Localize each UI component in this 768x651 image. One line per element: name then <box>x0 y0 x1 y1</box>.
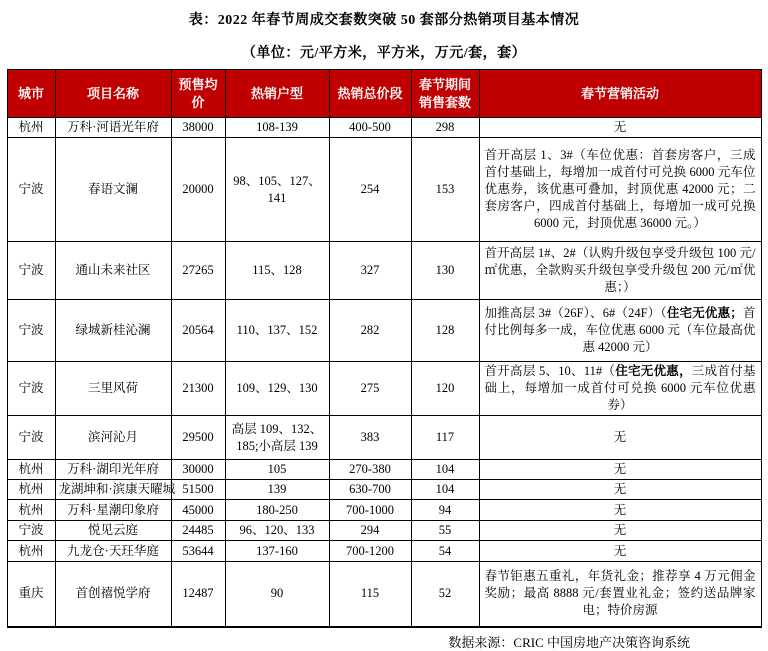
cell-total-price-range: 327 <box>329 242 411 300</box>
cell-units-sold: 94 <box>411 500 479 521</box>
cell-units-sold: 298 <box>411 118 479 138</box>
cell-marketing-activity <box>479 362 761 416</box>
cell-total-price-range: 294 <box>329 521 411 541</box>
cell-presale-price: 29500 <box>171 416 225 460</box>
cell-unit-types: 108-139 <box>225 118 329 138</box>
marketing-text: 首开高层 5、10、11#（ <box>484 364 616 378</box>
cell-units-sold: 104 <box>411 460 479 480</box>
cell-city: 宁波 <box>7 138 55 242</box>
col-header-city: 城市 <box>7 70 55 118</box>
cell-units-sold: 117 <box>411 416 479 460</box>
cell-unit-types: 96、120、133 <box>225 521 329 541</box>
table-title: 表：2022 年春节周成交套数突破 50 套部分热销项目基本情况 <box>188 13 580 28</box>
table-row <box>7 480 761 500</box>
cell-total-price-range: 700-1000 <box>329 500 411 521</box>
cell-total-price-range: 275 <box>329 362 411 416</box>
cell-units-sold: 130 <box>411 242 479 300</box>
cell-project-name: 通山未来社区 <box>55 242 171 300</box>
table-row <box>7 416 761 460</box>
cell-city: 杭州 <box>7 541 55 562</box>
marketing-text: 首开高层 1、3#（车位优惠：首套房客户，三成首付基础上，每增加一成首付可兑换 6000 元车位优惠券，该优惠可叠加，封顶优惠 42000 元；二套房客户，四成首付基础上，每增加一成可兑换 6000 元，封顶优惠 36000 元。） <box>484 148 756 230</box>
cell-presale-price: 20564 <box>171 300 225 362</box>
marketing-text: 无 <box>613 462 627 476</box>
cell-units-sold: 120 <box>411 362 479 416</box>
hot-projects-table <box>7 69 762 628</box>
marketing-text: 三成首付基础上，每增加一成首付可兑换 6000 元车位优惠券） <box>484 364 756 412</box>
marketing-text: 无 <box>613 482 627 496</box>
cell-marketing-activity <box>479 242 761 300</box>
marketing-text-bold: 住宅无优惠， <box>615 364 692 378</box>
cell-presale-price: 20000 <box>171 138 225 242</box>
cell-total-price-range: 270-380 <box>329 460 411 480</box>
cell-project-name: 首创禧悦学府 <box>55 562 171 627</box>
marketing-text: 首付比例每多一成，车位优惠 6000 元（车位最高优惠 42000 元） <box>484 306 756 354</box>
cell-marketing-activity <box>479 300 761 362</box>
cell-marketing-activity <box>479 541 761 562</box>
data-source-note: 数据来源：CRIC 中国房地产决策咨询系统 <box>448 634 690 650</box>
cell-city: 宁波 <box>7 362 55 416</box>
cell-presale-price: 12487 <box>171 562 225 627</box>
cell-unit-types: 90 <box>225 562 329 627</box>
cell-marketing-activity <box>479 138 761 242</box>
marketing-text: 加推高层 3#（26F）、6#（24F）（ <box>484 306 667 320</box>
col-header-festival-marketing: 春节营销活动 <box>479 70 761 118</box>
marketing-text: 无 <box>613 523 627 537</box>
cell-presale-price: 45000 <box>171 500 225 521</box>
table-row <box>7 541 761 562</box>
cell-city: 杭州 <box>7 460 55 480</box>
marketing-text: 无 <box>613 430 627 444</box>
cell-total-price-range: 254 <box>329 138 411 242</box>
cell-presale-price: 38000 <box>171 118 225 138</box>
marketing-text: 无 <box>613 120 627 134</box>
marketing-text: 无 <box>613 543 627 558</box>
cell-total-price-range: 115 <box>329 562 411 627</box>
cell-marketing-activity <box>479 460 761 480</box>
cell-project-name: 春语文澜 <box>55 138 171 242</box>
cell-unit-types: 110、137、152 <box>225 300 329 362</box>
cell-marketing-activity <box>479 416 761 460</box>
marketing-text: 首开高层 1#、2#（认购升级包享受升级包 100 元/㎡优惠，全款购买升级包享受升级包 200 元/㎡优惠；） <box>484 246 756 294</box>
cell-units-sold: 55 <box>411 521 479 541</box>
cell-city: 杭州 <box>7 480 55 500</box>
cell-marketing-activity <box>479 521 761 541</box>
cell-project-name: 九龙仓·天玨华庭 <box>55 541 171 562</box>
cell-total-price-range: 282 <box>329 300 411 362</box>
cell-presale-price: 30000 <box>171 460 225 480</box>
cell-presale-price: 53644 <box>171 541 225 562</box>
marketing-text: 春节钜惠五重礼，年货礼金；推荐享 4 万元佣金奖励；最高 8888 元/套置业礼金；签约送品牌家电；特价房源 <box>484 569 756 618</box>
cell-unit-types: 109、129、130 <box>225 362 329 416</box>
cell-project-name: 万科·星潮印象府 <box>55 500 171 521</box>
table-row <box>7 362 761 416</box>
cell-city: 重庆 <box>7 562 55 627</box>
cell-unit-types: 105 <box>225 460 329 480</box>
cell-project-name: 龙湖坤和·滨康天曜城 <box>55 480 171 500</box>
table-row <box>7 138 761 242</box>
cell-unit-types: 115、128 <box>225 242 329 300</box>
cell-project-name: 万科·河语光年府 <box>55 118 171 138</box>
cell-presale-price: 24485 <box>171 521 225 541</box>
table-row <box>7 562 761 627</box>
table-row <box>7 521 761 541</box>
table-row <box>7 460 761 480</box>
cell-marketing-activity <box>479 118 761 138</box>
table-units-subtitle: （单位：元/平方米，平方米，万元/套，套） <box>241 46 527 61</box>
cell-city: 宁波 <box>7 242 55 300</box>
cell-total-price-range: 630-700 <box>329 480 411 500</box>
cell-presale-price: 27265 <box>171 242 225 300</box>
header-row <box>7 70 761 118</box>
cell-project-name: 滨河沁月 <box>55 416 171 460</box>
col-header-project-name: 项目名称 <box>55 70 171 118</box>
table-row <box>7 500 761 521</box>
col-header-hot-total-price-range: 热销总价段 <box>329 70 411 118</box>
marketing-text: 无 <box>613 502 627 517</box>
cell-units-sold: 104 <box>411 480 479 500</box>
cell-total-price-range: 400-500 <box>329 118 411 138</box>
cell-unit-types: 180-250 <box>225 500 329 521</box>
cell-presale-price: 21300 <box>171 362 225 416</box>
cell-city: 杭州 <box>7 500 55 521</box>
cell-marketing-activity <box>479 562 761 627</box>
cell-marketing-activity <box>479 500 761 521</box>
cell-city: 宁波 <box>7 416 55 460</box>
marketing-text-bold: 住宅无优惠； <box>666 306 743 320</box>
cell-unit-types: 98、105、127、141 <box>225 138 329 242</box>
cell-city: 宁波 <box>7 300 55 362</box>
cell-project-name: 绿城新桂沁澜 <box>55 300 171 362</box>
col-header-hot-unit-types: 热销户型 <box>225 70 329 118</box>
cell-project-name: 悦见云庭 <box>55 521 171 541</box>
table-row <box>7 300 761 362</box>
cell-marketing-activity <box>479 480 761 500</box>
cell-total-price-range: 700-1200 <box>329 541 411 562</box>
cell-city: 宁波 <box>7 521 55 541</box>
cell-city: 杭州 <box>7 118 55 138</box>
table-row <box>7 242 761 300</box>
table-row <box>7 118 761 138</box>
col-header-presale-price: 预售均价 <box>171 70 225 118</box>
cell-presale-price: 51500 <box>171 480 225 500</box>
cell-project-name: 万科·湖印光年府 <box>55 460 171 480</box>
cell-units-sold: 153 <box>411 138 479 242</box>
cell-unit-types: 137-160 <box>225 541 329 562</box>
cell-units-sold: 54 <box>411 541 479 562</box>
cell-units-sold: 52 <box>411 562 479 627</box>
col-header-festival-units-sold: 春节期间销售套数 <box>411 70 479 118</box>
cell-project-name: 三里风荷 <box>55 362 171 416</box>
cell-units-sold: 128 <box>411 300 479 362</box>
cell-unit-types: 139 <box>225 480 329 500</box>
cell-unit-types: 高层 109、132、185;小高层 139 <box>225 416 329 460</box>
cell-total-price-range: 383 <box>329 416 411 460</box>
